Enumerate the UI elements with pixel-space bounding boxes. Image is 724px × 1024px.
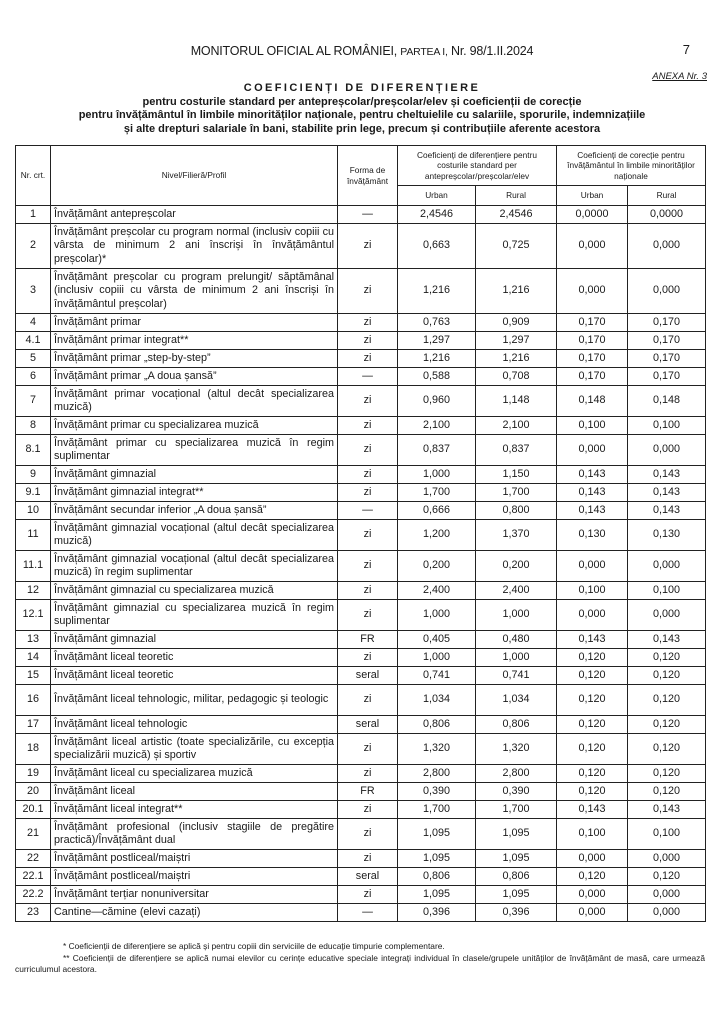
row-name: Învățământ liceal integrat**: [51, 801, 338, 819]
row-cor-rural: 0,000: [628, 224, 706, 269]
row-dif-urban: 1,000: [398, 600, 476, 631]
row-name: Învățământ terțiar nonuniversitar: [51, 886, 338, 904]
row-forma: zi: [338, 269, 398, 314]
row-dif-rural: 1,150: [476, 466, 557, 484]
table-row: [16, 765, 706, 783]
row-cor-rural: 0,120: [628, 716, 706, 734]
header-coef-diferentiere: Coeficienți de diferențiere pentru costurile standard per antepreșcolar/preșcolar/elev: [398, 146, 557, 186]
row-cor-urban: 0,100: [557, 582, 628, 600]
row-name: Învățământ gimnazial: [51, 631, 338, 649]
row-cor-rural: 0,120: [628, 667, 706, 685]
header-forma: Forma de învățământ: [338, 146, 398, 206]
row-name: Învățământ primar „A doua șansă”: [51, 368, 338, 386]
row-dif-rural: 1,320: [476, 734, 557, 765]
row-cor-urban: 0,143: [557, 502, 628, 520]
row-forma: seral: [338, 716, 398, 734]
row-cor-rural: 0,170: [628, 332, 706, 350]
row-cor-urban: 0,143: [557, 631, 628, 649]
table-row: [16, 631, 706, 649]
table-row: [16, 350, 706, 368]
row-forma: zi: [338, 850, 398, 868]
row-forma: zi: [338, 765, 398, 783]
row-name: Învățământ secundar inferior „A doua șansă”: [51, 502, 338, 520]
header-coef-corectie: Coeficienți de corecție pentru învățământul în limbile minorităților naționale: [557, 146, 706, 186]
row-nr: 4: [16, 314, 51, 332]
row-forma: zi: [338, 484, 398, 502]
row-cor-rural: 0,170: [628, 368, 706, 386]
row-nr: 4.1: [16, 332, 51, 350]
row-name: Cantine—cămine (elevi cazați): [51, 904, 338, 922]
row-name: Învățământ gimnazial integrat**: [51, 484, 338, 502]
row-cor-rural: 0,130: [628, 520, 706, 551]
table-row: [16, 868, 706, 886]
row-dif-rural: 1,148: [476, 386, 557, 417]
row-forma: zi: [338, 600, 398, 631]
row-name: Învățământ gimnazial cu specializarea muzică: [51, 582, 338, 600]
page-number: 7: [682, 42, 690, 57]
table-body: [16, 206, 706, 922]
row-dif-rural: 2,100: [476, 417, 557, 435]
table-row: [16, 667, 706, 685]
row-name: Învățământ liceal tehnologic, militar, pedagogic și teologic: [51, 685, 338, 716]
row-nr: 16: [16, 685, 51, 716]
row-dif-rural: 2,400: [476, 582, 557, 600]
row-forma: zi: [338, 582, 398, 600]
table-row: [16, 649, 706, 667]
row-name: Învățământ primar integrat**: [51, 332, 338, 350]
row-nr: 20: [16, 783, 51, 801]
row-dif-rural: 1,216: [476, 350, 557, 368]
row-cor-urban: 0,000: [557, 224, 628, 269]
table-row: [16, 224, 706, 269]
row-name: Învățământ primar cu specializarea muzică: [51, 417, 338, 435]
row-cor-urban: 0,143: [557, 801, 628, 819]
row-forma: zi: [338, 466, 398, 484]
row-dif-urban: 1,000: [398, 466, 476, 484]
running-header: [0, 44, 724, 58]
row-name: Învățământ liceal: [51, 783, 338, 801]
row-cor-rural: 0,148: [628, 386, 706, 417]
row-nr: 10: [16, 502, 51, 520]
row-cor-urban: 0,120: [557, 783, 628, 801]
row-nr: 20.1: [16, 801, 51, 819]
row-nr: 2: [16, 224, 51, 269]
row-cor-rural: 0,0000: [628, 206, 706, 224]
row-dif-urban: 1,320: [398, 734, 476, 765]
row-name: Învățământ gimnazial vocațional (altul decât specializarea muzică): [51, 520, 338, 551]
row-nr: 1: [16, 206, 51, 224]
row-dif-urban: 0,663: [398, 224, 476, 269]
row-cor-rural: 0,000: [628, 600, 706, 631]
row-name: Învățământ profesional (inclusiv stagiile de pregătire practică)/Învățământ dual: [51, 819, 338, 850]
row-name: Învățământ primar cu specializarea muzică în regim suplimentar: [51, 435, 338, 466]
table-row: [16, 551, 706, 582]
row-forma: zi: [338, 649, 398, 667]
row-cor-urban: 0,000: [557, 904, 628, 922]
annex-label: ANEXA Nr. 3: [652, 71, 707, 82]
title-line-2: pentru costurile standard per antepreșcolar/preșcolar/elev și coeficienții de corecție: [142, 95, 582, 108]
table-row: [16, 269, 706, 314]
row-dif-urban: 0,588: [398, 368, 476, 386]
coefficients-table: [15, 145, 706, 922]
table-row: [16, 520, 706, 551]
table-row: [16, 685, 706, 716]
row-dif-urban: 1,216: [398, 269, 476, 314]
row-cor-urban: 0,000: [557, 600, 628, 631]
row-cor-rural: 0,143: [628, 631, 706, 649]
header-nr: Nr. crt.: [16, 146, 51, 206]
row-nr: 13: [16, 631, 51, 649]
row-forma: FR: [338, 783, 398, 801]
row-name: Învățământ antepreșcolar: [51, 206, 338, 224]
row-cor-rural: 0,170: [628, 350, 706, 368]
row-dif-urban: 1,200: [398, 520, 476, 551]
header-nivel: Nivel/Filieră/Profil: [51, 146, 338, 206]
row-forma: zi: [338, 314, 398, 332]
row-cor-urban: 0,120: [557, 685, 628, 716]
row-cor-urban: 0,148: [557, 386, 628, 417]
row-dif-urban: 0,405: [398, 631, 476, 649]
row-dif-rural: 1,000: [476, 649, 557, 667]
title-line-3: pentru învățământul în limbile minorităților naționale, pentru cheltuielile cu salariile, sporurile, indemnizațiile: [78, 109, 646, 121]
row-name: Învățământ gimnazial: [51, 466, 338, 484]
row-nr: 11.1: [16, 551, 51, 582]
row-nr: 6: [16, 368, 51, 386]
row-cor-rural: 0,120: [628, 734, 706, 765]
row-cor-urban: 0,100: [557, 819, 628, 850]
row-dif-rural: 1,000: [476, 600, 557, 631]
row-cor-rural: 0,000: [628, 850, 706, 868]
row-name: Învățământ postliceal/maiștri: [51, 850, 338, 868]
row-cor-rural: 0,000: [628, 886, 706, 904]
row-dif-urban: 2,100: [398, 417, 476, 435]
row-cor-rural: 0,120: [628, 649, 706, 667]
row-forma: zi: [338, 224, 398, 269]
row-dif-urban: 0,806: [398, 868, 476, 886]
row-forma: zi: [338, 332, 398, 350]
row-dif-urban: 1,095: [398, 819, 476, 850]
publication-name: MONITORUL OFICIAL AL ROMÂNIEI,: [190, 44, 398, 58]
row-forma: zi: [338, 386, 398, 417]
table-row: [16, 386, 706, 417]
row-cor-rural: 0,000: [628, 435, 706, 466]
row-nr: 18: [16, 734, 51, 765]
row-cor-urban: 0,170: [557, 314, 628, 332]
row-cor-urban: 0,120: [557, 868, 628, 886]
header-dif-urban: Urban: [398, 186, 476, 206]
row-forma: —: [338, 904, 398, 922]
row-cor-rural: 0,000: [628, 551, 706, 582]
row-dif-rural: 0,800: [476, 502, 557, 520]
row-dif-urban: 1,700: [398, 801, 476, 819]
row-nr: 5: [16, 350, 51, 368]
row-dif-rural: 1,700: [476, 801, 557, 819]
row-dif-urban: 2,4546: [398, 206, 476, 224]
publication-issue: Nr. 98/1.II.2024: [451, 44, 534, 58]
row-name: Învățământ liceal teoretic: [51, 649, 338, 667]
row-dif-rural: 0,741: [476, 667, 557, 685]
row-forma: FR: [338, 631, 398, 649]
row-dif-rural: 1,370: [476, 520, 557, 551]
table-row: [16, 368, 706, 386]
table-row: [16, 819, 706, 850]
row-dif-rural: 1,700: [476, 484, 557, 502]
row-forma: zi: [338, 417, 398, 435]
table-row: [16, 314, 706, 332]
table-row: [16, 417, 706, 435]
row-cor-rural: 0,143: [628, 466, 706, 484]
row-forma: zi: [338, 886, 398, 904]
row-nr: 19: [16, 765, 51, 783]
row-dif-urban: 2,800: [398, 765, 476, 783]
row-name: Învățământ primar „step-by-step”: [51, 350, 338, 368]
row-cor-rural: 0,000: [628, 269, 706, 314]
row-forma: zi: [338, 801, 398, 819]
row-dif-urban: 2,400: [398, 582, 476, 600]
row-dif-rural: 0,837: [476, 435, 557, 466]
row-cor-urban: 0,170: [557, 350, 628, 368]
row-cor-urban: 0,170: [557, 332, 628, 350]
row-cor-rural: 0,120: [628, 765, 706, 783]
row-dif-urban: 0,806: [398, 716, 476, 734]
row-nr: 15: [16, 667, 51, 685]
row-dif-urban: 0,390: [398, 783, 476, 801]
row-dif-urban: 0,741: [398, 667, 476, 685]
row-dif-urban: 0,666: [398, 502, 476, 520]
row-cor-rural: 0,143: [628, 484, 706, 502]
row-nr: 12: [16, 582, 51, 600]
footnote-2: ** Coeficienții de diferențiere se aplică numai elevilor cu cerințe educative speciale integrați individual în clasele/grupele unităților de învățământ de masă, care urmează curriculumul acestora.: [15, 952, 705, 974]
row-forma: zi: [338, 819, 398, 850]
table-row: [16, 484, 706, 502]
row-dif-urban: 0,200: [398, 551, 476, 582]
row-dif-urban: 1,034: [398, 685, 476, 716]
row-cor-rural: 0,143: [628, 502, 706, 520]
row-dif-rural: 1,216: [476, 269, 557, 314]
row-forma: zi: [338, 685, 398, 716]
row-cor-urban: 0,143: [557, 484, 628, 502]
row-cor-urban: 0,120: [557, 765, 628, 783]
row-cor-urban: 0,120: [557, 667, 628, 685]
row-name: Învățământ liceal tehnologic: [51, 716, 338, 734]
row-dif-urban: 1,700: [398, 484, 476, 502]
row-cor-urban: 0,000: [557, 269, 628, 314]
row-dif-rural: 1,095: [476, 819, 557, 850]
row-nr: 7: [16, 386, 51, 417]
row-dif-urban: 1,095: [398, 850, 476, 868]
row-nr: 22: [16, 850, 51, 868]
row-cor-urban: 0,120: [557, 649, 628, 667]
row-dif-rural: 1,095: [476, 886, 557, 904]
row-dif-rural: 1,095: [476, 850, 557, 868]
row-name: Învățământ liceal cu specializarea muzică: [51, 765, 338, 783]
row-nr: 17: [16, 716, 51, 734]
row-dif-urban: 0,837: [398, 435, 476, 466]
row-name: Învățământ preșcolar cu program prelungit/ săptămânal (inclusiv copiii cu vârsta de minimum 2 ani înscriși în învățământul preșcolar): [51, 269, 338, 314]
row-dif-rural: 0,806: [476, 868, 557, 886]
title-line-4: și alte drepturi salariale în bani, stabilite prin lege, precum și contribuțiile aferente acestora: [123, 122, 601, 135]
row-dif-urban: 0,763: [398, 314, 476, 332]
row-forma: zi: [338, 435, 398, 466]
row-forma: zi: [338, 551, 398, 582]
row-cor-rural: 0,100: [628, 582, 706, 600]
footnote-1: * Coeficienții de diferențiere se aplică și pentru copiii din serviciile de educație timpurie complementare.: [63, 941, 445, 951]
row-dif-rural: 0,909: [476, 314, 557, 332]
row-cor-urban: 0,120: [557, 734, 628, 765]
row-cor-urban: 0,000: [557, 551, 628, 582]
row-cor-rural: 0,100: [628, 819, 706, 850]
row-cor-rural: 0,170: [628, 314, 706, 332]
row-nr: 3: [16, 269, 51, 314]
row-forma: seral: [338, 868, 398, 886]
row-dif-urban: 1,095: [398, 886, 476, 904]
table-row: [16, 716, 706, 734]
row-name: Învățământ gimnazial vocațional (altul decât specializarea muzică) în regim suplimentar: [51, 551, 338, 582]
row-nr: 8.1: [16, 435, 51, 466]
footnotes: [15, 941, 705, 976]
row-name: Învățământ liceal artistic (toate specializările, cu excepția specializării muzică) și sportiv: [51, 734, 338, 765]
row-cor-urban: 0,0000: [557, 206, 628, 224]
row-nr: 9.1: [16, 484, 51, 502]
row-dif-rural: 0,396: [476, 904, 557, 922]
table-row: [16, 582, 706, 600]
row-cor-rural: 0,120: [628, 783, 706, 801]
table-row: [16, 850, 706, 868]
row-nr: 12.1: [16, 600, 51, 631]
row-cor-rural: 0,143: [628, 801, 706, 819]
row-dif-rural: 1,297: [476, 332, 557, 350]
row-dif-urban: 1,216: [398, 350, 476, 368]
row-cor-rural: 0,100: [628, 417, 706, 435]
title-line-1: COEFICIENȚI DE DIFERENȚIERE: [243, 82, 481, 94]
row-nr: 21: [16, 819, 51, 850]
row-forma: zi: [338, 734, 398, 765]
document-title: [0, 82, 724, 136]
row-cor-urban: 0,000: [557, 850, 628, 868]
row-nr: 23: [16, 904, 51, 922]
table-row: [16, 206, 706, 224]
row-forma: zi: [338, 350, 398, 368]
row-name: Învățământ primar: [51, 314, 338, 332]
row-dif-rural: 0,480: [476, 631, 557, 649]
row-nr: 22.2: [16, 886, 51, 904]
row-dif-rural: 0,200: [476, 551, 557, 582]
row-cor-urban: 0,000: [557, 886, 628, 904]
table-row: [16, 734, 706, 765]
row-nr: 14: [16, 649, 51, 667]
table-row: [16, 466, 706, 484]
row-name: Învățământ preșcolar cu program normal (inclusiv copiii cu vârsta de minimum 2 ani înscriși în învățământul preșcolar)*: [51, 224, 338, 269]
header-dif-rural: Rural: [476, 186, 557, 206]
row-dif-rural: 0,725: [476, 224, 557, 269]
row-dif-urban: 1,000: [398, 649, 476, 667]
header-cor-rural: Rural: [628, 186, 706, 206]
row-forma: seral: [338, 667, 398, 685]
row-cor-urban: 0,120: [557, 716, 628, 734]
row-name: Învățământ primar vocațional (altul decât specializarea muzică): [51, 386, 338, 417]
row-cor-urban: 0,143: [557, 466, 628, 484]
row-forma: zi: [338, 520, 398, 551]
table-row: [16, 904, 706, 922]
row-dif-rural: 0,708: [476, 368, 557, 386]
table-row: [16, 801, 706, 819]
row-cor-rural: 0,120: [628, 868, 706, 886]
table-row: [16, 332, 706, 350]
row-name: Învățământ postliceal/maiștri: [51, 868, 338, 886]
row-cor-urban: 0,100: [557, 417, 628, 435]
table-row: [16, 502, 706, 520]
row-dif-urban: 0,960: [398, 386, 476, 417]
row-dif-urban: 0,396: [398, 904, 476, 922]
row-forma: —: [338, 206, 398, 224]
row-cor-urban: 0,170: [557, 368, 628, 386]
row-forma: —: [338, 368, 398, 386]
row-cor-urban: 0,000: [557, 435, 628, 466]
row-name: Învățământ gimnazial cu specializarea muzică în regim suplimentar: [51, 600, 338, 631]
publication-part: PARTEA I,: [400, 46, 448, 58]
row-nr: 9: [16, 466, 51, 484]
table-row: [16, 600, 706, 631]
table-row: [16, 783, 706, 801]
row-dif-urban: 1,297: [398, 332, 476, 350]
row-nr: 11: [16, 520, 51, 551]
row-dif-rural: 0,806: [476, 716, 557, 734]
row-dif-rural: 1,034: [476, 685, 557, 716]
table-row: [16, 886, 706, 904]
row-nr: 22.1: [16, 868, 51, 886]
table-row: [16, 435, 706, 466]
row-dif-rural: 0,390: [476, 783, 557, 801]
row-cor-rural: 0,120: [628, 685, 706, 716]
row-name: Învățământ liceal teoretic: [51, 667, 338, 685]
row-forma: —: [338, 502, 398, 520]
row-dif-rural: 2,800: [476, 765, 557, 783]
row-cor-urban: 0,130: [557, 520, 628, 551]
header-cor-urban: Urban: [557, 186, 628, 206]
row-cor-rural: 0,000: [628, 904, 706, 922]
row-nr: 8: [16, 417, 51, 435]
row-dif-rural: 2,4546: [476, 206, 557, 224]
